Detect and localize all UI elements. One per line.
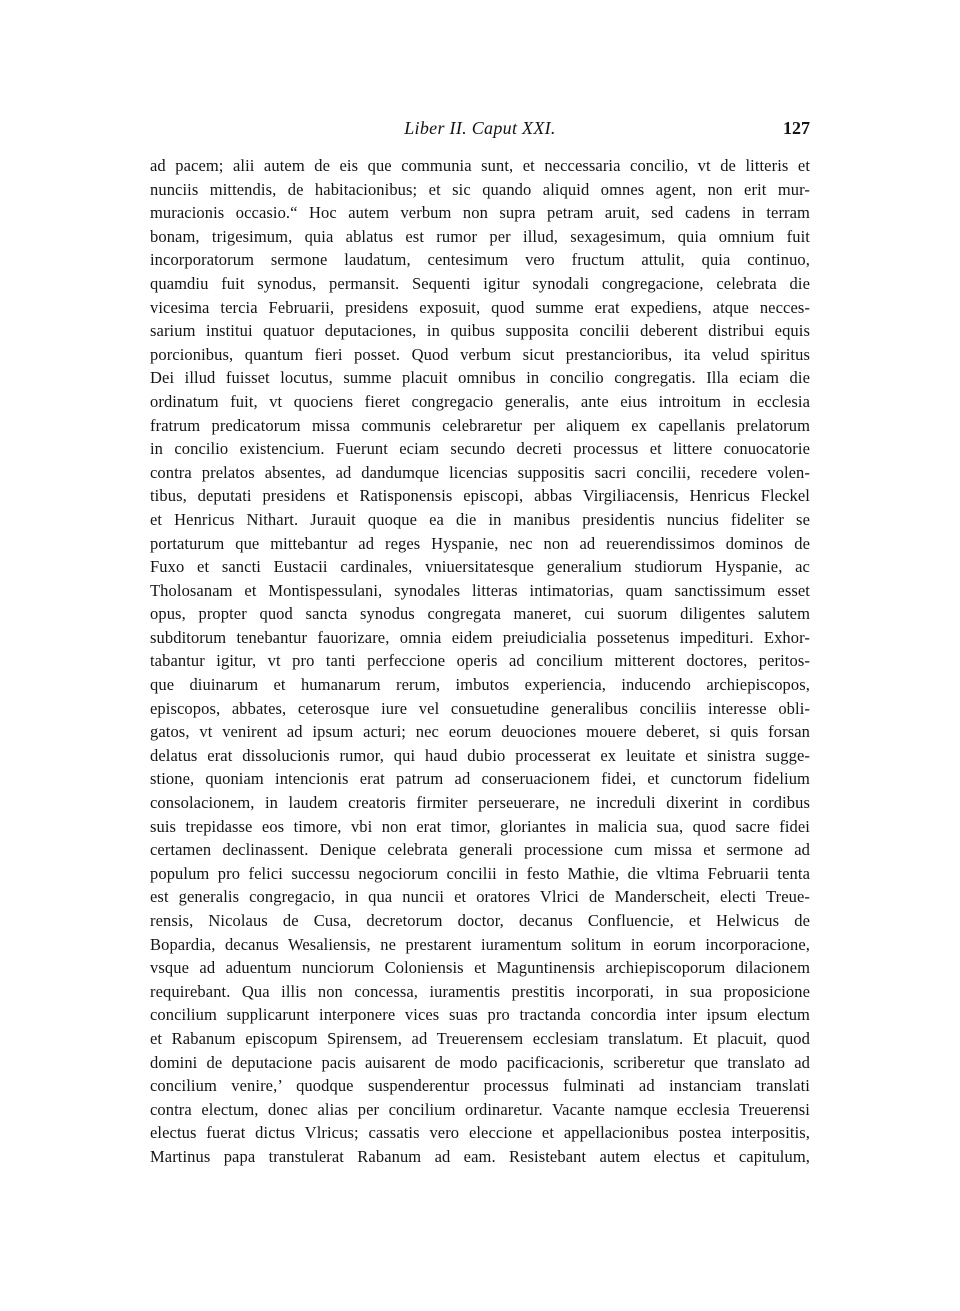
- text-line: concilium venire,’ quodque suspenderentur processus fulminati ad instanciam translati: [150, 1076, 810, 1096]
- text-line: vicesima tercia Februarii, presidens exposuit, quod summe erat expediens, atque necces-: [150, 297, 810, 317]
- body-text: [150, 154, 810, 1169]
- page-number: 127: [783, 118, 810, 138]
- text-line: porcionibus, quantum fieri posset. Quod verbum sicut prestancioribus, ita velud spiritus: [150, 344, 810, 364]
- text-line: suis trepidasse eos timore, vbi non erat timor, gloriantes in malicia sua, quod sacre fidei: [150, 816, 810, 836]
- text-line: Bopardia, decanus Wesaliensis, ne prestarent iuramentum solitum in eorum incorporacione,: [150, 934, 810, 954]
- running-title: Liber II. Caput XXI.: [404, 118, 556, 138]
- text-line: gatos, vt venirent ad ipsum acturi; nec eorum deuociones mouere deberet, si quis forsan: [150, 722, 810, 742]
- text-line: certamen declinassent. Denique celebrata generali processione cum missa et sermone ad: [150, 840, 810, 860]
- text-line: in concilio existencium. Fuerunt eciam secundo decreti processus et littere conuocatorie: [150, 439, 810, 459]
- text-line: et Henricus Nithart. Jurauit quoque ea die in manibus presidentis nuncius fideliter se: [150, 509, 810, 529]
- text-line: Martinus papa transtulerat Rabanum ad eam. Resistebant autem electus et capitulum,: [150, 1146, 810, 1166]
- text-line: contra electum, donec alias per concilium ordinaretur. Vacante namque ecclesia Treuerensi: [150, 1099, 810, 1119]
- text-line: requirebant. Qua illis non concessa, iuramentis prestitis incorporati, in sua proposicione: [150, 981, 810, 1001]
- text-line: consolacionem, in laudem creatoris firmiter perseuerare, ne increduli dixerint in cordibus: [150, 793, 810, 813]
- text-line: Tholosanam et Montispessulani, synodales litteras intimatorias, quam sanctissimum esset: [150, 580, 810, 600]
- text-line: portaturum que mittebantur ad reges Hyspanie, nec non ad reuerendissimos dominos de: [150, 533, 810, 553]
- text-line: rensis, Nicolaus de Cusa, decretorum doctor, decanus Confluencie, et Helwicus de: [150, 911, 810, 930]
- text-line: tibus, deputati presidens et Ratisponensis episcopi, abbas Virgiliacensis, Henricus Fleckel: [150, 486, 810, 506]
- text-line: populum pro felici successu negociorum concilii in festo Mathie, die vltima Februarii tenta: [150, 863, 810, 883]
- text-line: vsque ad aduentum nunciorum Coloniensis et Maguntinensis archiepiscoporum dilacionem: [150, 958, 810, 978]
- text-line: est generalis congregacio, in qua nuncii et oratores Vlrici de Manderscheit, electi Treue-: [150, 887, 810, 907]
- text-line: tabantur igitur, vt pro tanti perfeccione operis ad concilium mitterent doctores, peritos-: [150, 651, 810, 671]
- text-line: stione, quoniam intencionis erat patrum ad conseruacionem fidei, et cunctorum fidelium: [150, 769, 810, 789]
- text-line: bonam, trigesimum, quia ablatus est rumor per illud, sexagesimum, quia omnium fuit: [150, 226, 810, 246]
- running-head: [150, 118, 810, 144]
- text-line: fratrum predicatorum missa communis celebraretur per aliquem ex capellanis prelatorum: [150, 415, 810, 435]
- text-line: ordinatum fuit, vt quociens fieret congregacio generalis, ante eius introitum in ecclesia: [150, 391, 810, 411]
- text-line: opus, propter quod sancta synodus congregata maneret, cui suorum diligentes salutem: [150, 604, 810, 624]
- text-line: nunciis mittendis, de habitacionibus; et sic quando aliquid omnes agent, non erit mur-: [150, 179, 810, 199]
- text-line: contra prelatos absentes, ad dandumque licencias suppositis sacri concilii, recedere volen-: [150, 462, 810, 482]
- text-line: subditorum tenebantur fauorizare, omnia eidem preiudicialia possetenus impedituri. Exhor-: [150, 627, 810, 647]
- text-line: sarium institui quatuor deputaciones, in quibus supposita concilii deberent distribui equis: [150, 321, 810, 341]
- text-line: electus fuerat dictus Vlricus; cassatis vero eleccione et appellacionibus postea interpositis,: [150, 1123, 810, 1143]
- text-line: que diuinarum et humanarum rerum, imbutos experiencia, inducendo archiepiscopos,: [150, 675, 810, 695]
- text-line: et Rabanum episcopum Spirensem, ad Treuerensem ecclesiam translatum. Et placuit, quod: [150, 1028, 810, 1048]
- text-line: Dei illud fuisset locutus, summe placuit omnibus in concilio congregatis. Illa eciam die: [150, 368, 810, 388]
- text-line: concilium supplicarunt interponere vices suas pro tractanda concordia inter ipsum electum: [150, 1005, 810, 1025]
- text-line: ad pacem; alii autem de eis que communia sunt, et neccessaria concilio, vt de litteris et: [150, 156, 810, 175]
- text-line: domini de deputacione pacis auisarent de modo pacificacionis, scriberetur que translato ad: [150, 1052, 810, 1072]
- text-line: muracionis occasio.“ Hoc autem verbum non supra petram aruit, sed cadens in terram: [150, 203, 810, 223]
- text-line: Fuxo et sancti Eustacii cardinales, vniuersitatesque generalium studiorum Hyspanie, ac: [150, 557, 810, 577]
- text-line: episcopos, abbates, ceterosque iure vel consuetudine generalibus conciliis interesse obli-: [150, 698, 810, 718]
- text-line: delatus erat dissolucionis rumor, qui haud dubio processerat ex leuitate et sinistra sugge-: [150, 745, 810, 765]
- text-line: quamdiu fuit synodus, permansit. Sequenti igitur synodali congregacione, celebrata die: [150, 273, 810, 293]
- text-line: incorporatorum sermone laudatum, centesimum vero fructum attulit, quia continuo,: [150, 250, 810, 270]
